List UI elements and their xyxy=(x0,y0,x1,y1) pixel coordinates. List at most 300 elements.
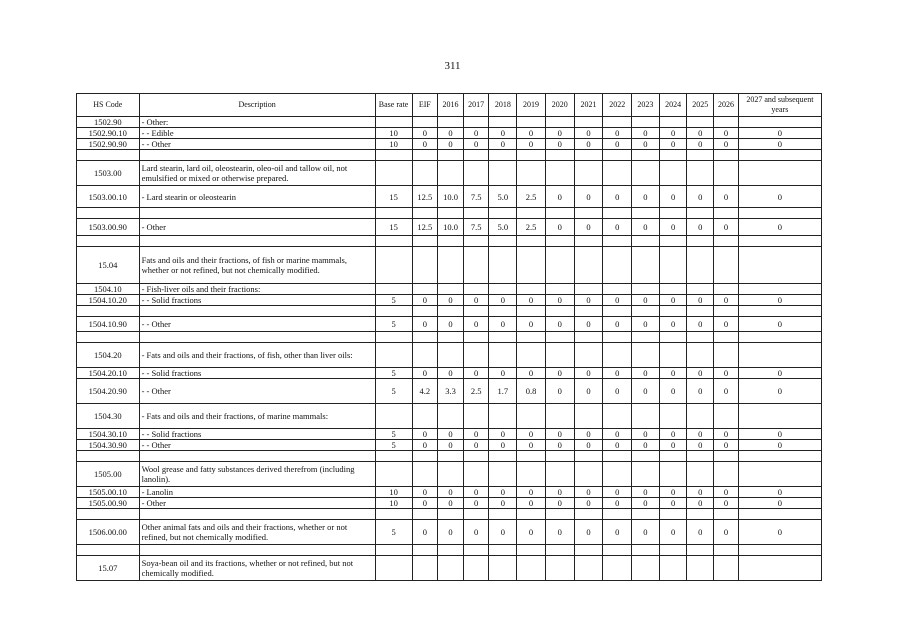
base-rate-cell: 15 xyxy=(375,186,412,208)
rate-cell: 0 xyxy=(714,368,739,379)
rate-cell: 0 xyxy=(632,219,660,236)
rate-cell xyxy=(632,150,660,161)
rate-cell xyxy=(545,247,574,284)
description-cell xyxy=(139,150,375,161)
rate-cell xyxy=(545,208,574,219)
rate-cell: 0 xyxy=(687,128,714,139)
rate-cell xyxy=(463,117,489,128)
header-year: 2021 xyxy=(574,94,603,117)
rate-cell: 0 xyxy=(412,498,438,509)
rate-cell xyxy=(632,451,660,462)
rate-cell xyxy=(517,247,546,284)
rate-cell xyxy=(517,451,546,462)
rate-cell xyxy=(603,236,632,247)
rate-cell xyxy=(738,451,821,462)
rate-cell xyxy=(738,509,821,520)
description-cell: - Other xyxy=(139,498,375,509)
rate-cell: 0 xyxy=(489,139,517,150)
rate-cell: 0 xyxy=(603,379,632,404)
rate-cell xyxy=(632,306,660,317)
rate-cell xyxy=(574,556,603,581)
rate-cell xyxy=(632,404,660,429)
rate-cell xyxy=(574,343,603,368)
rate-cell: 0 xyxy=(412,295,438,306)
description-cell: - Fish-liver oils and their fractions: xyxy=(139,284,375,295)
base-rate-cell: 5 xyxy=(375,295,412,306)
rate-cell xyxy=(632,343,660,368)
description-cell: - Fats and oils and their fractions, of marine mammals: xyxy=(139,404,375,429)
table-row xyxy=(77,545,822,556)
rate-cell: 0 xyxy=(438,128,464,139)
rate-cell xyxy=(574,236,603,247)
rate-cell: 0 xyxy=(574,139,603,150)
description-cell xyxy=(139,451,375,462)
hs-code-cell: 1504.10 xyxy=(77,284,140,295)
rate-cell xyxy=(412,306,438,317)
rate-cell: 0 xyxy=(574,379,603,404)
rate-cell xyxy=(738,247,821,284)
description-cell: - Fats and oils and their fractions, of fish, other than liver oils: xyxy=(139,343,375,368)
rate-cell xyxy=(489,556,517,581)
hs-code-cell: 1503.00.10 xyxy=(77,186,140,208)
rate-cell xyxy=(517,509,546,520)
base-rate-cell xyxy=(375,451,412,462)
rate-cell: 0 xyxy=(632,379,660,404)
table-row xyxy=(77,451,822,462)
rate-cell xyxy=(545,332,574,343)
rate-cell xyxy=(738,161,821,186)
rate-cell: 0 xyxy=(714,317,739,332)
rate-cell xyxy=(632,462,660,487)
rate-cell: 0 xyxy=(714,440,739,451)
rate-cell: 0 xyxy=(659,379,687,404)
rate-cell: 0 xyxy=(632,128,660,139)
rate-cell: 0 xyxy=(545,520,574,545)
rate-cell xyxy=(517,284,546,295)
rate-cell xyxy=(438,343,464,368)
rate-cell: 0 xyxy=(659,139,687,150)
rate-cell xyxy=(438,236,464,247)
rate-cell: 0 xyxy=(517,317,546,332)
rate-cell xyxy=(714,208,739,219)
rate-cell: 0 xyxy=(603,139,632,150)
hs-code-cell: 1502.90.90 xyxy=(77,139,140,150)
header-year: 2020 xyxy=(545,94,574,117)
base-rate-cell xyxy=(375,343,412,368)
description-cell xyxy=(139,332,375,343)
rate-cell xyxy=(738,306,821,317)
rate-cell xyxy=(659,404,687,429)
rate-cell xyxy=(714,509,739,520)
description-cell: - - Solid fractions xyxy=(139,295,375,306)
rate-cell: 1.7 xyxy=(489,379,517,404)
rate-cell xyxy=(659,332,687,343)
rate-cell xyxy=(603,247,632,284)
rate-cell: 0 xyxy=(714,379,739,404)
description-cell: - - Other xyxy=(139,379,375,404)
rate-cell: 0 xyxy=(687,295,714,306)
hs-code-cell: 1504.20 xyxy=(77,343,140,368)
rate-cell xyxy=(574,284,603,295)
rate-cell xyxy=(545,236,574,247)
rate-cell xyxy=(438,150,464,161)
rate-cell xyxy=(574,247,603,284)
rate-cell xyxy=(574,509,603,520)
table-row xyxy=(77,219,822,236)
rate-cell xyxy=(412,236,438,247)
rate-cell: 0 xyxy=(489,429,517,440)
rate-cell xyxy=(412,208,438,219)
table-row xyxy=(77,509,822,520)
rate-cell: 0 xyxy=(489,368,517,379)
rate-cell xyxy=(412,451,438,462)
rate-cell: 0 xyxy=(517,368,546,379)
rate-cell xyxy=(659,343,687,368)
rate-cell: 0 xyxy=(463,139,489,150)
rate-cell: 0 xyxy=(603,219,632,236)
rate-cell xyxy=(574,150,603,161)
description-cell: - - Other xyxy=(139,139,375,150)
rate-cell: 0 xyxy=(517,520,546,545)
rate-cell xyxy=(574,117,603,128)
base-rate-cell xyxy=(375,545,412,556)
rate-cell xyxy=(603,284,632,295)
hs-code-cell xyxy=(77,208,140,219)
rate-cell: 0 xyxy=(738,139,821,150)
rate-cell xyxy=(489,117,517,128)
base-rate-cell xyxy=(375,556,412,581)
header-year: 2023 xyxy=(632,94,660,117)
rate-cell xyxy=(463,161,489,186)
rate-cell xyxy=(489,208,517,219)
rate-cell xyxy=(659,462,687,487)
rate-cell xyxy=(489,161,517,186)
rate-cell xyxy=(659,247,687,284)
rate-cell: 0 xyxy=(463,498,489,509)
rate-cell xyxy=(489,545,517,556)
rate-cell: 0 xyxy=(659,295,687,306)
rate-cell: 0 xyxy=(412,440,438,451)
rate-cell xyxy=(574,462,603,487)
rate-cell xyxy=(438,208,464,219)
rate-cell xyxy=(603,117,632,128)
description-cell: - Other xyxy=(139,219,375,236)
header-year: 2017 xyxy=(463,94,489,117)
rate-cell xyxy=(687,161,714,186)
rate-cell: 0 xyxy=(545,128,574,139)
base-rate-cell: 15 xyxy=(375,219,412,236)
hs-code-cell xyxy=(77,545,140,556)
hs-code-cell: 1504.30.10 xyxy=(77,429,140,440)
rate-cell: 0 xyxy=(738,186,821,208)
rate-cell: 0 xyxy=(603,498,632,509)
table-row xyxy=(77,440,822,451)
table-row xyxy=(77,429,822,440)
table-row xyxy=(77,379,822,404)
rate-cell: 0 xyxy=(738,487,821,498)
rate-cell xyxy=(687,509,714,520)
rate-cell xyxy=(438,247,464,284)
rate-cell xyxy=(489,150,517,161)
rate-cell: 0 xyxy=(714,487,739,498)
rate-cell xyxy=(632,332,660,343)
description-cell xyxy=(139,208,375,219)
rate-cell: 0 xyxy=(412,429,438,440)
rate-cell: 0 xyxy=(659,219,687,236)
rate-cell xyxy=(412,545,438,556)
rate-cell xyxy=(438,462,464,487)
rate-cell xyxy=(632,545,660,556)
rate-cell xyxy=(632,556,660,581)
rate-cell xyxy=(489,306,517,317)
rate-cell xyxy=(603,343,632,368)
rate-cell: 0 xyxy=(412,520,438,545)
rate-cell xyxy=(412,247,438,284)
table-row xyxy=(77,498,822,509)
rate-cell xyxy=(687,343,714,368)
base-rate-cell xyxy=(375,284,412,295)
rate-cell: 0 xyxy=(738,440,821,451)
rate-cell xyxy=(463,150,489,161)
rate-cell xyxy=(659,556,687,581)
rate-cell xyxy=(659,117,687,128)
base-rate-cell xyxy=(375,404,412,429)
rate-cell: 0 xyxy=(545,139,574,150)
rate-cell: 0 xyxy=(412,317,438,332)
rate-cell: 0 xyxy=(517,487,546,498)
description-cell: - Lanolin xyxy=(139,487,375,498)
hs-code-cell: 1502.90.10 xyxy=(77,128,140,139)
rate-cell: 0 xyxy=(632,487,660,498)
base-rate-cell: 5 xyxy=(375,440,412,451)
header-year: 2025 xyxy=(687,94,714,117)
table-row xyxy=(77,150,822,161)
rate-cell: 0 xyxy=(545,379,574,404)
rate-cell xyxy=(463,208,489,219)
base-rate-cell: 5 xyxy=(375,429,412,440)
description-cell: Other animal fats and oils and their fractions, whether or not refined, but not chemically modified. xyxy=(139,520,375,545)
rate-cell: 0 xyxy=(714,429,739,440)
rate-cell: 7.5 xyxy=(463,186,489,208)
rate-cell xyxy=(517,332,546,343)
rate-cell xyxy=(632,236,660,247)
table-row xyxy=(77,161,822,186)
rate-cell: 0 xyxy=(632,317,660,332)
rate-cell: 0 xyxy=(489,487,517,498)
header-year: 2016 xyxy=(438,94,464,117)
base-rate-cell xyxy=(375,208,412,219)
description-cell: - Other: xyxy=(139,117,375,128)
rate-cell xyxy=(489,451,517,462)
rate-cell xyxy=(412,332,438,343)
rate-cell: 0 xyxy=(687,368,714,379)
header-description: Description xyxy=(139,94,375,117)
rate-cell xyxy=(438,545,464,556)
rate-cell: 0 xyxy=(463,487,489,498)
table-row xyxy=(77,284,822,295)
rate-cell: 0 xyxy=(714,128,739,139)
rate-cell xyxy=(714,284,739,295)
table-row xyxy=(77,139,822,150)
rate-cell xyxy=(545,451,574,462)
rate-cell: 0 xyxy=(632,368,660,379)
table-row xyxy=(77,462,822,487)
rate-cell xyxy=(438,509,464,520)
description-cell: - - Edible xyxy=(139,128,375,139)
description-cell: - - Other xyxy=(139,317,375,332)
rate-cell xyxy=(714,306,739,317)
rate-cell xyxy=(412,404,438,429)
rate-cell: 0 xyxy=(603,429,632,440)
rate-cell: 0 xyxy=(714,219,739,236)
rate-cell: 0 xyxy=(545,440,574,451)
rate-cell xyxy=(632,117,660,128)
hs-code-cell: 1505.00.10 xyxy=(77,487,140,498)
rate-cell: 0 xyxy=(603,317,632,332)
rate-cell xyxy=(517,556,546,581)
rate-cell xyxy=(687,404,714,429)
table-row xyxy=(77,343,822,368)
rate-cell xyxy=(687,556,714,581)
hs-code-cell: 1504.10.90 xyxy=(77,317,140,332)
description-cell xyxy=(139,509,375,520)
rate-cell: 0 xyxy=(632,295,660,306)
rate-cell: 0 xyxy=(517,128,546,139)
rate-cell: 0 xyxy=(489,498,517,509)
rate-cell xyxy=(603,509,632,520)
rate-cell: 0 xyxy=(738,219,821,236)
rate-cell: 0 xyxy=(545,487,574,498)
rate-cell xyxy=(412,556,438,581)
rate-cell: 0 xyxy=(545,219,574,236)
rate-cell xyxy=(489,343,517,368)
rate-cell: 0 xyxy=(714,498,739,509)
rate-cell xyxy=(545,306,574,317)
rate-cell xyxy=(687,332,714,343)
rate-cell: 0 xyxy=(687,498,714,509)
rate-cell: 0 xyxy=(659,186,687,208)
rate-cell xyxy=(687,462,714,487)
rate-cell xyxy=(714,247,739,284)
rate-cell: 0 xyxy=(517,295,546,306)
rate-cell xyxy=(714,343,739,368)
rate-cell: 0 xyxy=(545,186,574,208)
rate-cell: 0 xyxy=(438,317,464,332)
rate-cell: 0 xyxy=(438,139,464,150)
rate-cell xyxy=(545,509,574,520)
rate-cell: 0 xyxy=(489,128,517,139)
rate-cell xyxy=(438,451,464,462)
base-rate-cell: 5 xyxy=(375,379,412,404)
rate-cell: 0 xyxy=(463,440,489,451)
rate-cell xyxy=(603,208,632,219)
rate-cell: 0 xyxy=(687,186,714,208)
rate-cell: 0 xyxy=(632,498,660,509)
rate-cell xyxy=(714,332,739,343)
header-year: 2026 xyxy=(714,94,739,117)
rate-cell: 0 xyxy=(603,520,632,545)
base-rate-cell xyxy=(375,150,412,161)
description-cell xyxy=(139,545,375,556)
rate-cell: 0 xyxy=(687,219,714,236)
rate-cell: 0 xyxy=(489,317,517,332)
rate-cell xyxy=(738,236,821,247)
description-cell xyxy=(139,236,375,247)
table-row xyxy=(77,306,822,317)
rate-cell xyxy=(687,306,714,317)
rate-cell xyxy=(603,462,632,487)
rate-cell xyxy=(545,462,574,487)
rate-cell xyxy=(517,404,546,429)
rate-cell xyxy=(545,545,574,556)
rate-cell xyxy=(412,343,438,368)
header-base-rate: Base rate xyxy=(375,94,412,117)
rate-cell xyxy=(574,306,603,317)
description-cell: - - Solid fractions xyxy=(139,429,375,440)
hs-code-cell: 1504.10.20 xyxy=(77,295,140,306)
rate-cell xyxy=(463,236,489,247)
rate-cell xyxy=(714,150,739,161)
hs-code-cell xyxy=(77,236,140,247)
rate-cell xyxy=(574,404,603,429)
rate-cell xyxy=(412,117,438,128)
table-row xyxy=(77,186,822,208)
rate-cell xyxy=(603,404,632,429)
rate-cell: 0 xyxy=(659,128,687,139)
base-rate-cell: 10 xyxy=(375,487,412,498)
rate-cell: 0 xyxy=(438,368,464,379)
rate-cell: 0 xyxy=(574,186,603,208)
rate-cell: 0 xyxy=(659,498,687,509)
hs-code-cell: 1504.30.90 xyxy=(77,440,140,451)
base-rate-cell: 10 xyxy=(375,128,412,139)
base-rate-cell: 10 xyxy=(375,139,412,150)
rate-cell xyxy=(659,545,687,556)
rate-cell xyxy=(659,150,687,161)
rate-cell: 0 xyxy=(517,498,546,509)
rate-cell xyxy=(412,150,438,161)
rate-cell xyxy=(463,556,489,581)
description-cell: Fats and oils and their fractions, of fish or marine mammals, whether or not refined, but not chemically modified. xyxy=(139,247,375,284)
rate-cell xyxy=(738,332,821,343)
rate-cell xyxy=(517,462,546,487)
rate-cell xyxy=(489,509,517,520)
table-row xyxy=(77,128,822,139)
rate-cell xyxy=(412,284,438,295)
hs-code-cell: 1504.30 xyxy=(77,404,140,429)
rate-cell: 0 xyxy=(659,520,687,545)
rate-cell: 0 xyxy=(517,429,546,440)
rate-cell: 0 xyxy=(463,295,489,306)
rate-cell xyxy=(463,343,489,368)
hs-code-cell xyxy=(77,306,140,317)
rate-cell xyxy=(545,556,574,581)
rate-cell xyxy=(574,161,603,186)
rate-cell: 0 xyxy=(463,317,489,332)
rate-cell xyxy=(714,556,739,581)
rate-cell: 0 xyxy=(687,379,714,404)
rate-cell: 0 xyxy=(574,368,603,379)
header-hs-code: HS Code xyxy=(77,94,140,117)
rate-cell: 0 xyxy=(463,429,489,440)
rate-cell: 0 xyxy=(438,440,464,451)
hs-code-cell: 1503.00 xyxy=(77,161,140,186)
rate-cell xyxy=(545,161,574,186)
rate-cell xyxy=(632,284,660,295)
base-rate-cell xyxy=(375,462,412,487)
rate-cell xyxy=(738,462,821,487)
rate-cell xyxy=(603,556,632,581)
